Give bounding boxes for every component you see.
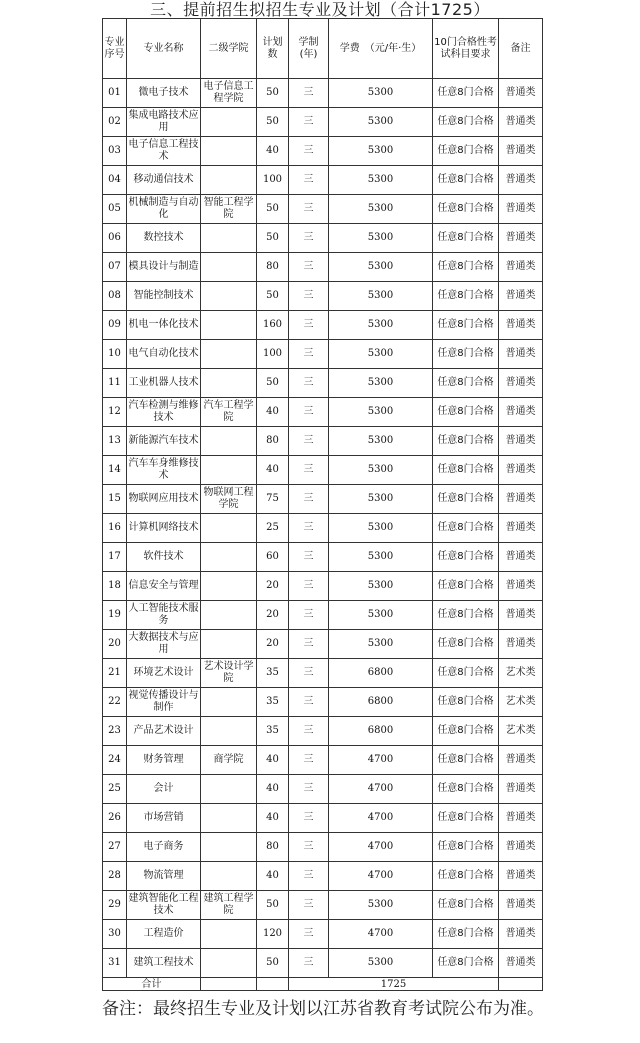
cell-requirement: 任意8门合格: [433, 369, 499, 398]
cell-college: [201, 340, 257, 369]
table-row: [103, 746, 543, 775]
table-row: [103, 688, 543, 717]
cell-fee: 4700: [329, 746, 433, 775]
cell-major: 电子信息工程技术: [127, 137, 201, 166]
cell-remark: 普通类: [499, 166, 543, 195]
table-row: [103, 630, 543, 659]
cell-requirement: 任意8门合格: [433, 137, 499, 166]
header-cell-major: 专业名称: [127, 19, 201, 79]
cell-remark: 普通类: [499, 543, 543, 572]
cell-plan: 40: [257, 804, 289, 833]
cell-no: 06: [103, 224, 127, 253]
cell-no: 30: [103, 920, 127, 949]
cell-remark: 普通类: [499, 456, 543, 485]
cell-plan: 50: [257, 282, 289, 311]
cell-years: 三: [289, 137, 329, 166]
table-row: [103, 456, 543, 485]
cell-remark: 普通类: [499, 195, 543, 224]
cell-requirement: 任意8门合格: [433, 456, 499, 485]
cell-college: 艺术设计学院: [201, 659, 257, 688]
table-header-row: [103, 19, 543, 79]
cell-plan: 50: [257, 79, 289, 108]
table-row: [103, 775, 543, 804]
cell-years: 三: [289, 891, 329, 920]
cell-fee: 5300: [329, 891, 433, 920]
cell-major: 电气自动化技术: [127, 340, 201, 369]
table-row: [103, 108, 543, 137]
cell-major: 市场营销: [127, 804, 201, 833]
cell-college: 物联网工程学院: [201, 485, 257, 514]
cell-no: 26: [103, 804, 127, 833]
cell-requirement: 任意8门合格: [433, 543, 499, 572]
cell-no: 04: [103, 166, 127, 195]
cell-years: 三: [289, 166, 329, 195]
header-cell-college: 二级学院: [201, 19, 257, 79]
cell-major: 工业机器人技术: [127, 369, 201, 398]
cell-plan: 50: [257, 108, 289, 137]
cell-fee: 5300: [329, 427, 433, 456]
cell-remark: 普通类: [499, 804, 543, 833]
cell-fee: 4700: [329, 920, 433, 949]
cell-plan: 50: [257, 891, 289, 920]
cell-college: [201, 108, 257, 137]
table-row: [103, 891, 543, 920]
table-body: [103, 79, 543, 978]
total-empty-cell: [257, 978, 289, 991]
cell-plan: 35: [257, 717, 289, 746]
cell-college: [201, 572, 257, 601]
cell-requirement: 任意8门合格: [433, 340, 499, 369]
table-row: [103, 137, 543, 166]
cell-major: 机电一体化技术: [127, 311, 201, 340]
cell-major: 物流管理: [127, 862, 201, 891]
cell-plan: 75: [257, 485, 289, 514]
table-row: [103, 804, 543, 833]
cell-no: 28: [103, 862, 127, 891]
cell-fee: 5300: [329, 166, 433, 195]
cell-plan: 50: [257, 224, 289, 253]
cell-no: 24: [103, 746, 127, 775]
cell-fee: 5300: [329, 108, 433, 137]
cell-college: 电子信息工程学院: [201, 79, 257, 108]
cell-major: 智能控制技术: [127, 282, 201, 311]
total-empty-cell: [201, 978, 257, 991]
table-row: [103, 427, 543, 456]
table-row: [103, 253, 543, 282]
cell-requirement: 任意8门合格: [433, 601, 499, 630]
cell-remark: 普通类: [499, 862, 543, 891]
cell-plan: 40: [257, 398, 289, 427]
table-row: [103, 282, 543, 311]
cell-plan: 80: [257, 253, 289, 282]
cell-years: 三: [289, 601, 329, 630]
cell-years: 三: [289, 456, 329, 485]
cell-plan: 35: [257, 688, 289, 717]
cell-college: [201, 224, 257, 253]
cell-remark: 普通类: [499, 775, 543, 804]
cell-years: 三: [289, 398, 329, 427]
cell-plan: 20: [257, 630, 289, 659]
cell-fee: 6800: [329, 659, 433, 688]
cell-plan: 25: [257, 514, 289, 543]
cell-major: 电子商务: [127, 833, 201, 862]
table-row: [103, 166, 543, 195]
table-row: [103, 514, 543, 543]
cell-remark: 普通类: [499, 572, 543, 601]
cell-no: 10: [103, 340, 127, 369]
cell-requirement: 任意8门合格: [433, 195, 499, 224]
cell-fee: 5300: [329, 456, 433, 485]
cell-requirement: 任意8门合格: [433, 688, 499, 717]
cell-no: 11: [103, 369, 127, 398]
cell-years: 三: [289, 108, 329, 137]
cell-college: [201, 920, 257, 949]
cell-college: [201, 717, 257, 746]
cell-plan: 50: [257, 369, 289, 398]
cell-college: [201, 688, 257, 717]
cell-college: [201, 137, 257, 166]
cell-requirement: 任意8门合格: [433, 717, 499, 746]
cell-major: 工程造价: [127, 920, 201, 949]
cell-college: [201, 282, 257, 311]
cell-years: 三: [289, 833, 329, 862]
cell-remark: 普通类: [499, 398, 543, 427]
cell-no: 25: [103, 775, 127, 804]
cell-years: 三: [289, 920, 329, 949]
cell-years: 三: [289, 746, 329, 775]
cell-remark: 普通类: [499, 949, 543, 978]
cell-fee: 4700: [329, 804, 433, 833]
cell-college: [201, 630, 257, 659]
cell-college: [201, 456, 257, 485]
cell-remark: 普通类: [499, 253, 543, 282]
cell-plan: 40: [257, 137, 289, 166]
header-cell-remark: 备注: [499, 19, 543, 79]
cell-fee: 5300: [329, 340, 433, 369]
cell-no: 12: [103, 398, 127, 427]
cell-no: 08: [103, 282, 127, 311]
cell-no: 31: [103, 949, 127, 978]
cell-fee: 5300: [329, 311, 433, 340]
cell-requirement: 任意8门合格: [433, 630, 499, 659]
cell-remark: 普通类: [499, 79, 543, 108]
cell-years: 三: [289, 427, 329, 456]
cell-major: 模具设计与制造: [127, 253, 201, 282]
table-row: [103, 920, 543, 949]
cell-years: 三: [289, 79, 329, 108]
cell-major: 新能源汽车技术: [127, 427, 201, 456]
cell-years: 三: [289, 195, 329, 224]
cell-fee: 6800: [329, 688, 433, 717]
cell-college: 智能工程学院: [201, 195, 257, 224]
cell-college: [201, 601, 257, 630]
cell-college: [201, 862, 257, 891]
cell-requirement: 任意8门合格: [433, 253, 499, 282]
cell-college: 商学院: [201, 746, 257, 775]
cell-years: 三: [289, 949, 329, 978]
cell-major: 信息安全与管理: [127, 572, 201, 601]
cell-no: 13: [103, 427, 127, 456]
cell-major: 微电子技术: [127, 79, 201, 108]
cell-major: 汽车检测与维修技术: [127, 398, 201, 427]
table-row: [103, 485, 543, 514]
cell-requirement: 任意8门合格: [433, 398, 499, 427]
cell-major: 建筑工程技术: [127, 949, 201, 978]
cell-plan: 100: [257, 166, 289, 195]
cell-years: 三: [289, 282, 329, 311]
cell-fee: 5300: [329, 514, 433, 543]
cell-plan: 20: [257, 572, 289, 601]
cell-fee: 4700: [329, 775, 433, 804]
total-value: 1725: [289, 978, 499, 991]
cell-college: [201, 949, 257, 978]
table-row: [103, 862, 543, 891]
cell-plan: 50: [257, 195, 289, 224]
cell-fee: 5300: [329, 601, 433, 630]
cell-requirement: 任意8门合格: [433, 862, 499, 891]
total-label: 合计: [103, 978, 201, 991]
cell-no: 16: [103, 514, 127, 543]
cell-fee: 4700: [329, 862, 433, 891]
cell-fee: 5300: [329, 195, 433, 224]
cell-requirement: 任意8门合格: [433, 804, 499, 833]
cell-no: 23: [103, 717, 127, 746]
cell-plan: 100: [257, 340, 289, 369]
cell-no: 15: [103, 485, 127, 514]
cell-requirement: 任意8门合格: [433, 485, 499, 514]
cell-remark: 普通类: [499, 340, 543, 369]
cell-major: 建筑智能化工程技术: [127, 891, 201, 920]
cell-major: 数控技术: [127, 224, 201, 253]
table-row: [103, 340, 543, 369]
cell-no: 19: [103, 601, 127, 630]
cell-no: 27: [103, 833, 127, 862]
cell-no: 02: [103, 108, 127, 137]
header-cell-plan: 计划数: [257, 19, 289, 79]
page-title: 三、提前招生拟招生专业及计划（合计1725）: [150, 0, 490, 19]
cell-major: 软件技术: [127, 543, 201, 572]
cell-major: 物联网应用技术: [127, 485, 201, 514]
cell-plan: 120: [257, 920, 289, 949]
cell-no: 22: [103, 688, 127, 717]
cell-plan: 80: [257, 427, 289, 456]
cell-requirement: 任意8门合格: [433, 920, 499, 949]
cell-fee: 5300: [329, 543, 433, 572]
cell-college: [201, 253, 257, 282]
cell-major: 产品艺术设计: [127, 717, 201, 746]
cell-years: 三: [289, 485, 329, 514]
table-row: [103, 398, 543, 427]
cell-requirement: 任意8门合格: [433, 282, 499, 311]
table-row: [103, 195, 543, 224]
cell-no: 17: [103, 543, 127, 572]
cell-plan: 40: [257, 775, 289, 804]
cell-fee: 5300: [329, 282, 433, 311]
cell-major: 集成电路技术应用: [127, 108, 201, 137]
cell-fee: 5300: [329, 137, 433, 166]
cell-major: 移动通信技术: [127, 166, 201, 195]
cell-plan: 40: [257, 746, 289, 775]
cell-requirement: 任意8门合格: [433, 949, 499, 978]
cell-major: 视觉传播设计与制作: [127, 688, 201, 717]
cell-plan: 20: [257, 601, 289, 630]
cell-college: [201, 166, 257, 195]
table-row: [103, 659, 543, 688]
table-row: [103, 572, 543, 601]
header-cell-no: 专业序号: [103, 19, 127, 79]
cell-requirement: 任意8门合格: [433, 224, 499, 253]
cell-requirement: 任意8门合格: [433, 833, 499, 862]
cell-requirement: 任意8门合格: [433, 891, 499, 920]
cell-college: [201, 311, 257, 340]
cell-remark: 普通类: [499, 514, 543, 543]
cell-no: 07: [103, 253, 127, 282]
cell-major: 会计: [127, 775, 201, 804]
cell-fee: 5300: [329, 253, 433, 282]
cell-major: 人工智能技术服务: [127, 601, 201, 630]
cell-years: 三: [289, 804, 329, 833]
enrollment-plan-table: [102, 18, 543, 991]
cell-no: 18: [103, 572, 127, 601]
cell-fee: 5300: [329, 224, 433, 253]
cell-remark: 普通类: [499, 833, 543, 862]
cell-requirement: 任意8门合格: [433, 659, 499, 688]
table-row: [103, 369, 543, 398]
cell-no: 05: [103, 195, 127, 224]
cell-fee: 5300: [329, 949, 433, 978]
cell-fee: 5300: [329, 79, 433, 108]
cell-fee: 4700: [329, 833, 433, 862]
cell-college: [201, 833, 257, 862]
cell-college: [201, 369, 257, 398]
cell-requirement: 任意8门合格: [433, 108, 499, 137]
cell-college: 建筑工程学院: [201, 891, 257, 920]
cell-plan: 80: [257, 833, 289, 862]
cell-fee: 5300: [329, 369, 433, 398]
footnote: 备注：最终招生专业及计划以江苏省教育考试院公布为准。: [102, 999, 544, 1019]
cell-remark: 普通类: [499, 920, 543, 949]
cell-years: 三: [289, 688, 329, 717]
cell-remark: 普通类: [499, 224, 543, 253]
cell-years: 三: [289, 224, 329, 253]
cell-remark: 普通类: [499, 282, 543, 311]
cell-college: [201, 543, 257, 572]
cell-no: 09: [103, 311, 127, 340]
cell-fee: 6800: [329, 717, 433, 746]
cell-requirement: 任意8门合格: [433, 311, 499, 340]
table-row: [103, 79, 543, 108]
cell-years: 三: [289, 630, 329, 659]
table-row: [103, 949, 543, 978]
cell-years: 三: [289, 369, 329, 398]
cell-plan: 40: [257, 862, 289, 891]
cell-years: 三: [289, 514, 329, 543]
cell-no: 20: [103, 630, 127, 659]
cell-remark: 普通类: [499, 485, 543, 514]
cell-plan: 35: [257, 659, 289, 688]
header-cell-fee: 学费 （元/年·生）: [329, 19, 433, 79]
cell-remark: 普通类: [499, 746, 543, 775]
cell-remark: 普通类: [499, 427, 543, 456]
cell-major: 环境艺术设计: [127, 659, 201, 688]
table-row: [103, 833, 543, 862]
cell-requirement: 任意8门合格: [433, 166, 499, 195]
cell-major: 大数据技术与应用: [127, 630, 201, 659]
cell-plan: 60: [257, 543, 289, 572]
cell-college: 汽车工程学院: [201, 398, 257, 427]
cell-remark: 普通类: [499, 108, 543, 137]
cell-fee: 5300: [329, 398, 433, 427]
cell-years: 三: [289, 717, 329, 746]
cell-remark: 普通类: [499, 891, 543, 920]
cell-no: 21: [103, 659, 127, 688]
cell-remark: 普通类: [499, 311, 543, 340]
cell-years: 三: [289, 572, 329, 601]
cell-no: 14: [103, 456, 127, 485]
total-empty-cell: [499, 978, 543, 991]
table-row: [103, 543, 543, 572]
cell-years: 三: [289, 659, 329, 688]
cell-major: 机械制造与自动化: [127, 195, 201, 224]
cell-no: 03: [103, 137, 127, 166]
cell-college: [201, 427, 257, 456]
table-row: [103, 717, 543, 746]
cell-plan: 40: [257, 456, 289, 485]
cell-remark: 艺术类: [499, 688, 543, 717]
cell-requirement: 任意8门合格: [433, 514, 499, 543]
cell-years: 三: [289, 311, 329, 340]
header-cell-requirement: 10门合格性考试科目要求: [433, 19, 499, 79]
cell-requirement: 任意8门合格: [433, 572, 499, 601]
cell-remark: 艺术类: [499, 717, 543, 746]
total-row: [103, 978, 543, 991]
cell-fee: 5300: [329, 630, 433, 659]
cell-requirement: 任意8门合格: [433, 775, 499, 804]
table-row: [103, 311, 543, 340]
cell-years: 三: [289, 340, 329, 369]
cell-college: [201, 804, 257, 833]
cell-college: [201, 514, 257, 543]
cell-remark: 普通类: [499, 601, 543, 630]
header-cell-years: 学制(年): [289, 19, 329, 79]
table-row: [103, 601, 543, 630]
cell-college: [201, 775, 257, 804]
cell-requirement: 任意8门合格: [433, 79, 499, 108]
cell-major: 汽车车身维修技术: [127, 456, 201, 485]
cell-plan: 160: [257, 311, 289, 340]
table-row: [103, 224, 543, 253]
cell-remark: 普通类: [499, 630, 543, 659]
cell-remark: 普通类: [499, 369, 543, 398]
cell-fee: 5300: [329, 485, 433, 514]
cell-years: 三: [289, 862, 329, 891]
cell-major: 财务管理: [127, 746, 201, 775]
cell-fee: 5300: [329, 572, 433, 601]
cell-remark: 艺术类: [499, 659, 543, 688]
cell-no: 01: [103, 79, 127, 108]
cell-requirement: 任意8门合格: [433, 746, 499, 775]
cell-years: 三: [289, 253, 329, 282]
cell-years: 三: [289, 775, 329, 804]
cell-plan: 50: [257, 949, 289, 978]
cell-requirement: 任意8门合格: [433, 427, 499, 456]
cell-no: 29: [103, 891, 127, 920]
cell-years: 三: [289, 543, 329, 572]
cell-major: 计算机网络技术: [127, 514, 201, 543]
cell-remark: 普通类: [499, 137, 543, 166]
